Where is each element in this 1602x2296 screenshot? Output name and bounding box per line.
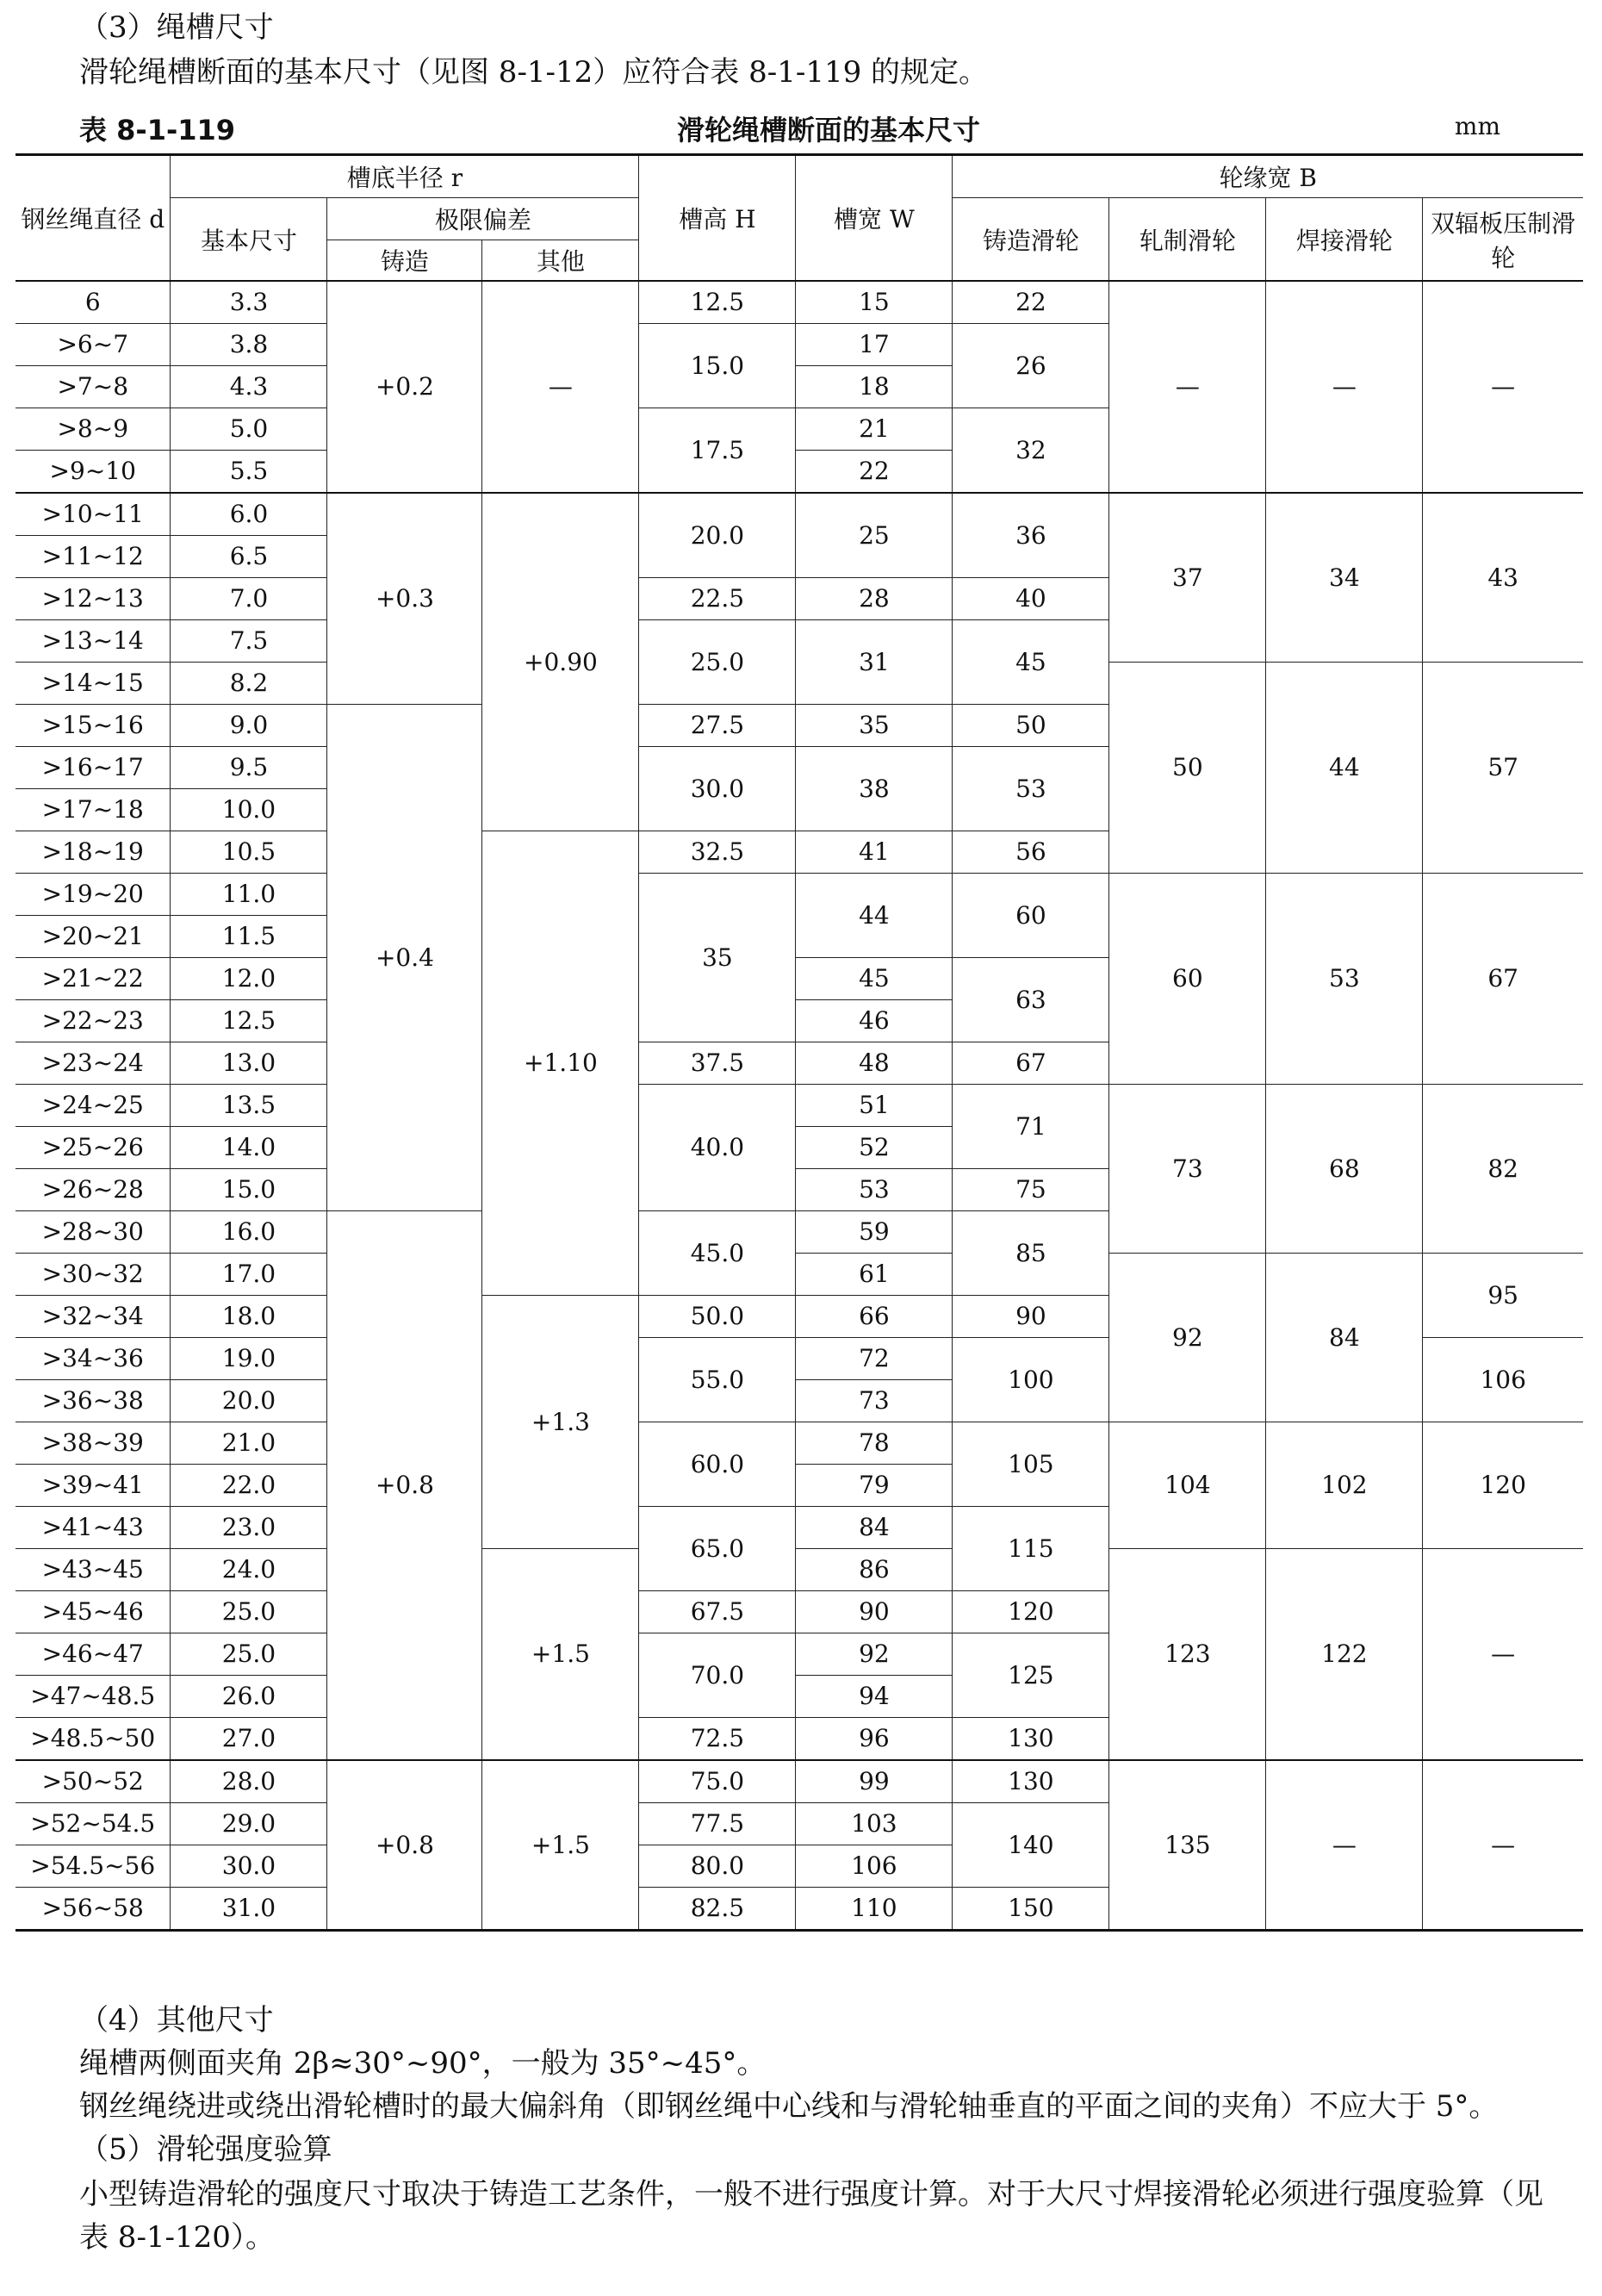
cell-groove-radius: 26.0: [171, 1676, 327, 1718]
cell-W: 15: [796, 281, 953, 324]
cell-B-rolled: 60: [1109, 874, 1266, 1085]
cell-rope-diameter: >32~34: [16, 1296, 171, 1338]
cell-H: 60.0: [639, 1422, 796, 1507]
cell-groove-radius: 3.3: [171, 281, 327, 324]
cell-W: 99: [796, 1760, 953, 1803]
cell-groove-radius: 9.0: [171, 705, 327, 747]
cell-groove-radius: 4.3: [171, 366, 327, 408]
cell-W: 53: [796, 1169, 953, 1211]
cell-H: 80.0: [639, 1845, 796, 1888]
table-body: [16, 281, 1583, 1931]
header-tolerance: 极限偏差: [327, 198, 639, 240]
cell-rope-diameter: >43~45: [16, 1549, 171, 1591]
cell-rope-diameter: >47~48.5: [16, 1676, 171, 1718]
cell-H: 37.5: [639, 1042, 796, 1085]
cell-H: 25.0: [639, 620, 796, 705]
table-number: 表 8-1-119: [79, 114, 236, 146]
header-groove-height: 槽高 H: [639, 155, 796, 282]
cell-W: 78: [796, 1422, 953, 1465]
cell-tol-cast: +0.4: [327, 705, 482, 1211]
cell-B-welded: 84: [1266, 1254, 1423, 1422]
table-row: [16, 1549, 1583, 1591]
table-caption: [79, 105, 1578, 148]
cell-H: 15.0: [639, 324, 796, 408]
cell-groove-radius: 16.0: [171, 1211, 327, 1254]
cell-H: 75.0: [639, 1760, 796, 1803]
cell-rope-diameter: >10~11: [16, 493, 171, 536]
cell-B-rolled: —: [1109, 281, 1266, 493]
cell-B-welded: 34: [1266, 493, 1423, 663]
cell-W: 103: [796, 1803, 953, 1845]
cell-B-welded: 53: [1266, 874, 1423, 1085]
cell-groove-radius: 23.0: [171, 1507, 327, 1549]
cell-rope-diameter: >24~25: [16, 1085, 171, 1127]
cell-tol-other: +1.10: [482, 831, 639, 1296]
cell-rope-diameter: >50~52: [16, 1760, 171, 1803]
cell-rope-diameter: >7~8: [16, 366, 171, 408]
cell-H: 30.0: [639, 747, 796, 831]
table-row: [16, 1760, 1583, 1803]
cell-W: 41: [796, 831, 953, 874]
cell-B-welded: 122: [1266, 1549, 1423, 1761]
cell-groove-radius: 27.0: [171, 1718, 327, 1761]
cell-B-cast: 45: [953, 620, 1109, 705]
cell-W: 31: [796, 620, 953, 705]
cell-H: 67.5: [639, 1591, 796, 1633]
cell-W: 72: [796, 1338, 953, 1380]
cell-H: 45.0: [639, 1211, 796, 1296]
cell-groove-radius: 20.0: [171, 1380, 327, 1422]
cell-rope-diameter: >41~43: [16, 1507, 171, 1549]
cell-B-double: 95: [1423, 1254, 1583, 1338]
cell-groove-radius: 21.0: [171, 1422, 327, 1465]
cell-B-cast: 85: [953, 1211, 1109, 1296]
cell-B-double: 120: [1423, 1422, 1583, 1549]
cell-B-welded: —: [1266, 281, 1423, 493]
cell-rope-diameter: >12~13: [16, 578, 171, 620]
cell-B-cast: 125: [953, 1633, 1109, 1718]
cell-B-cast: 67: [953, 1042, 1109, 1085]
header-tol-cast: 铸造: [327, 240, 482, 282]
cell-W: 106: [796, 1845, 953, 1888]
cell-groove-radius: 17.0: [171, 1254, 327, 1296]
cell-W: 46: [796, 1000, 953, 1042]
cell-groove-radius: 24.0: [171, 1549, 327, 1591]
cell-H: 40.0: [639, 1085, 796, 1211]
header-tol-other: 其他: [482, 240, 639, 282]
header-cast-pulley: 铸造滑轮: [953, 198, 1109, 282]
cell-B-cast: 140: [953, 1803, 1109, 1888]
cell-rope-diameter: >26~28: [16, 1169, 171, 1211]
cell-W: 44: [796, 874, 953, 958]
cell-groove-radius: 28.0: [171, 1760, 327, 1803]
cell-W: 90: [796, 1591, 953, 1633]
cell-groove-radius: 9.5: [171, 747, 327, 789]
header-double-web-pulley: 双辐板压制滑轮: [1423, 198, 1583, 282]
cell-groove-radius: 6.5: [171, 536, 327, 578]
cell-W: 61: [796, 1254, 953, 1296]
table-row: [16, 1422, 1583, 1465]
dimension-table-wrapper: [16, 153, 1583, 1932]
cell-tol-cast: +0.8: [327, 1760, 482, 1931]
cell-rope-diameter: >14~15: [16, 663, 171, 705]
table-row: [16, 874, 1583, 916]
cell-rope-diameter: >36~38: [16, 1380, 171, 1422]
cell-W: 35: [796, 705, 953, 747]
cell-groove-radius: 30.0: [171, 1845, 327, 1888]
cell-rope-diameter: >28~30: [16, 1211, 171, 1254]
cell-groove-radius: 19.0: [171, 1338, 327, 1380]
cell-B-cast: 56: [953, 831, 1109, 874]
cell-rope-diameter: >56~58: [16, 1888, 171, 1931]
strength-check-text: 小型铸造滑轮的强度尺寸取决于铸造工艺条件，一般不进行强度计算。对于大尺寸焊接滑轮必须进行强度验算（见表 8-1-120）。: [79, 2177, 1543, 2255]
cell-B-rolled: 123: [1109, 1549, 1266, 1761]
cell-groove-radius: 5.5: [171, 451, 327, 494]
header-rolled-pulley: 轧制滑轮: [1109, 198, 1266, 282]
cell-B-cast: 60: [953, 874, 1109, 958]
table-unit: mm: [1454, 112, 1500, 140]
cell-H: 20.0: [639, 493, 796, 578]
cell-groove-radius: 18.0: [171, 1296, 327, 1338]
cell-B-double: 43: [1423, 493, 1583, 663]
cell-groove-radius: 31.0: [171, 1888, 327, 1931]
cell-groove-radius: 3.8: [171, 324, 327, 366]
rope-groove-dimension-table: [16, 153, 1583, 1932]
cell-W: 22: [796, 451, 953, 494]
cell-W: 110: [796, 1888, 953, 1931]
cell-B-double: 57: [1423, 663, 1583, 874]
cell-rope-diameter: >39~41: [16, 1465, 171, 1507]
section-heading-3: （3）绳槽尺寸: [79, 10, 274, 45]
cell-rope-diameter: >45~46: [16, 1591, 171, 1633]
cell-groove-radius: 12.0: [171, 958, 327, 1000]
table-row: [16, 281, 1583, 324]
cell-groove-radius: 25.0: [171, 1633, 327, 1676]
cell-groove-radius: 13.5: [171, 1085, 327, 1127]
cell-H: 82.5: [639, 1888, 796, 1931]
cell-rope-diameter: >46~47: [16, 1633, 171, 1676]
header-rope-diameter: 钢丝绳直径 d: [16, 155, 171, 282]
cell-W: 66: [796, 1296, 953, 1338]
cell-rope-diameter: 6: [16, 281, 171, 324]
cell-B-rolled: 104: [1109, 1422, 1266, 1549]
cell-B-cast: 130: [953, 1718, 1109, 1761]
cell-groove-radius: 10.5: [171, 831, 327, 874]
cell-B-cast: 90: [953, 1296, 1109, 1338]
cell-W: 84: [796, 1507, 953, 1549]
cell-rope-diameter: >30~32: [16, 1254, 171, 1296]
cell-tol-cast: +0.2: [327, 281, 482, 493]
cell-W: 21: [796, 408, 953, 451]
cell-B-cast: 36: [953, 493, 1109, 578]
cell-H: 22.5: [639, 578, 796, 620]
cell-B-cast: 53: [953, 747, 1109, 831]
cell-H: 27.5: [639, 705, 796, 747]
cell-B-welded: 68: [1266, 1085, 1423, 1254]
cell-rope-diameter: >16~17: [16, 747, 171, 789]
cell-rope-diameter: >52~54.5: [16, 1803, 171, 1845]
cell-H: 17.5: [639, 408, 796, 494]
cell-rope-diameter: >21~22: [16, 958, 171, 1000]
cell-B-double: 67: [1423, 874, 1583, 1085]
cell-B-cast: 40: [953, 578, 1109, 620]
cell-rope-diameter: >25~26: [16, 1127, 171, 1169]
cell-B-rolled: 50: [1109, 663, 1266, 874]
cell-groove-radius: 15.0: [171, 1169, 327, 1211]
cell-rope-diameter: >34~36: [16, 1338, 171, 1380]
cell-groove-radius: 6.0: [171, 493, 327, 536]
cell-groove-radius: 8.2: [171, 663, 327, 705]
cell-rope-diameter: >18~19: [16, 831, 171, 874]
cell-B-double: —: [1423, 281, 1583, 493]
cell-tol-other: +1.3: [482, 1296, 639, 1549]
cell-groove-radius: 13.0: [171, 1042, 327, 1085]
cell-groove-radius: 25.0: [171, 1591, 327, 1633]
cell-tol-other: +0.90: [482, 493, 639, 831]
cell-B-cast: 22: [953, 281, 1109, 324]
header-groove-width: 槽宽 W: [796, 155, 953, 282]
cell-tol-cast: +0.8: [327, 1211, 482, 1761]
intro-text: 滑轮绳槽断面的基本尺寸（见图 8-1-12）应符合表 8-1-119 的规定。: [79, 55, 989, 90]
cell-W: 52: [796, 1127, 953, 1169]
cell-H: 55.0: [639, 1338, 796, 1422]
cell-W: 38: [796, 747, 953, 831]
cell-rope-diameter: >22~23: [16, 1000, 171, 1042]
cell-W: 92: [796, 1633, 953, 1676]
cell-rope-diameter: >38~39: [16, 1422, 171, 1465]
cell-rope-diameter: >11~12: [16, 536, 171, 578]
cell-groove-radius: 10.0: [171, 789, 327, 831]
cell-W: 73: [796, 1380, 953, 1422]
cell-B-cast: 100: [953, 1338, 1109, 1422]
cell-H: 32.5: [639, 831, 796, 874]
cell-rope-diameter: >8~9: [16, 408, 171, 451]
cell-B-welded: —: [1266, 1760, 1423, 1931]
cell-W: 18: [796, 366, 953, 408]
cell-B-cast: 75: [953, 1169, 1109, 1211]
header-groove-radius: 槽底半径 r: [171, 155, 639, 198]
cell-B-double: —: [1423, 1549, 1583, 1761]
cell-B-rolled: 73: [1109, 1085, 1266, 1254]
cell-groove-radius: 29.0: [171, 1803, 327, 1845]
cell-rope-diameter: >23~24: [16, 1042, 171, 1085]
cell-groove-radius: 11.0: [171, 874, 327, 916]
table-title: 滑轮绳槽断面的基本尺寸: [676, 114, 980, 146]
cell-H: 50.0: [639, 1296, 796, 1338]
cell-H: 77.5: [639, 1803, 796, 1845]
cell-H: 70.0: [639, 1633, 796, 1718]
header-basic-size: 基本尺寸: [171, 198, 327, 282]
cell-H: 35: [639, 874, 796, 1042]
section-heading-4: （4）其他尺寸: [79, 2003, 274, 2038]
cell-W: 25: [796, 493, 953, 578]
cell-rope-diameter: >13~14: [16, 620, 171, 663]
cell-tol-other: +1.5: [482, 1549, 639, 1761]
cell-B-cast: 71: [953, 1085, 1109, 1169]
cell-W: 59: [796, 1211, 953, 1254]
cell-groove-radius: 7.0: [171, 578, 327, 620]
cell-B-cast: 150: [953, 1888, 1109, 1931]
cell-W: 51: [796, 1085, 953, 1127]
cell-W: 17: [796, 324, 953, 366]
cell-rope-diameter: >48.5~50: [16, 1718, 171, 1761]
header-rim-width: 轮缘宽 B: [953, 155, 1583, 198]
cell-groove-radius: 7.5: [171, 620, 327, 663]
cell-rope-diameter: >54.5~56: [16, 1845, 171, 1888]
cell-W: 79: [796, 1465, 953, 1507]
cell-groove-radius: 5.0: [171, 408, 327, 451]
cell-B-cast: 63: [953, 958, 1109, 1042]
table-row: [16, 1085, 1583, 1127]
cell-H: 65.0: [639, 1507, 796, 1591]
cell-H: 72.5: [639, 1718, 796, 1761]
cell-B-rolled: 92: [1109, 1254, 1266, 1422]
cell-B-welded: 44: [1266, 663, 1423, 874]
cell-W: 48: [796, 1042, 953, 1085]
cell-H: 12.5: [639, 281, 796, 324]
cell-B-double: 106: [1423, 1338, 1583, 1422]
cell-rope-diameter: >19~20: [16, 874, 171, 916]
cell-W: 45: [796, 958, 953, 1000]
table-row: [16, 1254, 1583, 1296]
cell-rope-diameter: >20~21: [16, 916, 171, 958]
deflection-angle-text: 钢丝绳绕进或绕出滑轮槽时的最大偏斜角（即钢丝绳中心线和与滑轮轴垂直的平面之间的夹角）不应大于 5°。: [79, 2089, 1499, 2124]
groove-angle-text: 绳槽两侧面夹角 2β≈30°~90°，一般为 35°~45°。: [79, 2046, 767, 2081]
cell-groove-radius: 22.0: [171, 1465, 327, 1507]
cell-tol-other: —: [482, 281, 639, 493]
cell-W: 94: [796, 1676, 953, 1718]
cell-rope-diameter: >15~16: [16, 705, 171, 747]
cell-B-cast: 115: [953, 1507, 1109, 1591]
cell-B-cast: 26: [953, 324, 1109, 408]
cell-rope-diameter: >6~7: [16, 324, 171, 366]
cell-B-double: —: [1423, 1760, 1583, 1931]
cell-rope-diameter: >9~10: [16, 451, 171, 494]
header-welded-pulley: 焊接滑轮: [1266, 198, 1423, 282]
cell-W: 28: [796, 578, 953, 620]
cell-B-cast: 130: [953, 1760, 1109, 1803]
cell-groove-radius: 14.0: [171, 1127, 327, 1169]
cell-B-rolled: 37: [1109, 493, 1266, 663]
cell-B-double: 82: [1423, 1085, 1583, 1254]
cell-W: 96: [796, 1718, 953, 1761]
table-row: [16, 493, 1583, 536]
cell-W: 86: [796, 1549, 953, 1591]
section-heading-5: （5）滑轮强度验算: [79, 2132, 332, 2167]
cell-groove-radius: 12.5: [171, 1000, 327, 1042]
cell-B-cast: 105: [953, 1422, 1109, 1507]
cell-B-cast: 120: [953, 1591, 1109, 1633]
cell-tol-other: +1.5: [482, 1760, 639, 1931]
cell-B-cast: 50: [953, 705, 1109, 747]
cell-B-welded: 102: [1266, 1422, 1423, 1549]
cell-B-cast: 32: [953, 408, 1109, 494]
cell-rope-diameter: >17~18: [16, 789, 171, 831]
cell-groove-radius: 11.5: [171, 916, 327, 958]
cell-B-rolled: 135: [1109, 1760, 1266, 1931]
cell-tol-cast: +0.3: [327, 493, 482, 705]
